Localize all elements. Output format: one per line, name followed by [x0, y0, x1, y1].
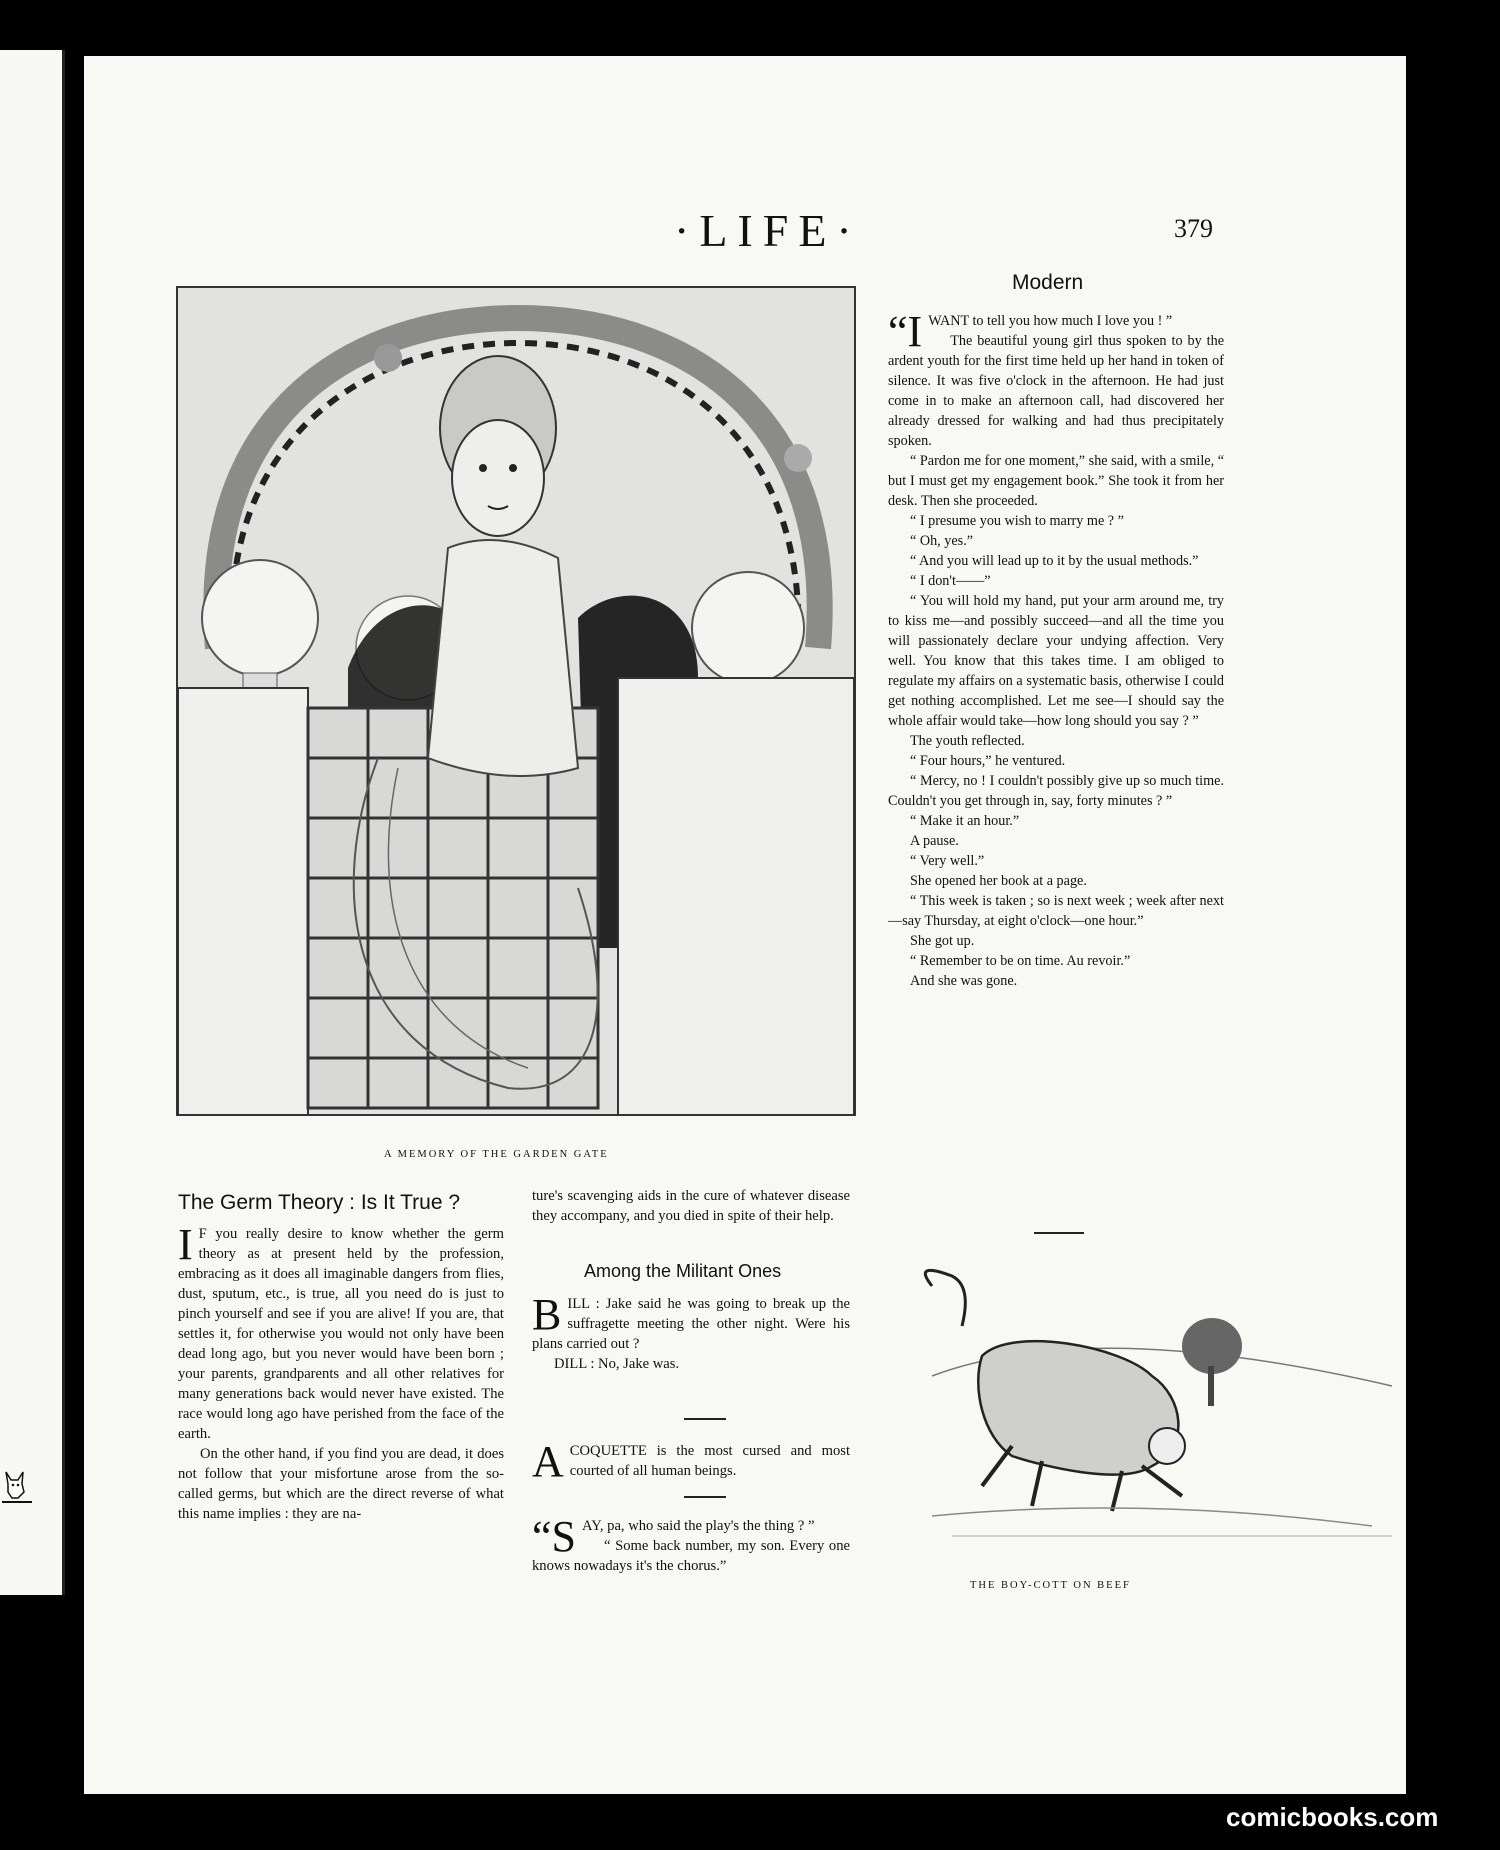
illustration-caption: A MEMORY OF THE GARDEN GATE — [384, 1149, 609, 1160]
dropcap-s: “S — [532, 1512, 576, 1561]
modern-line-6: “ I don't——” — [910, 573, 991, 589]
militant-paragraph-2: DILL : No, Jake was. — [554, 1356, 680, 1372]
germ-theory-title: The Germ Theory : Is It True ? — [178, 1191, 461, 1214]
dropcap-quote-i: “I — [888, 307, 923, 356]
play-article — [532, 1512, 850, 1576]
play-paragraph-1: AY, pa, who said the play's the thing ? ” — [582, 1518, 815, 1534]
divider-3 — [1034, 1232, 1084, 1234]
modern-line-9: “ Four hours,” he ventured. — [910, 753, 1066, 769]
watermark: comicbooks.com — [1226, 1802, 1439, 1832]
left-page-edge — [0, 50, 65, 1595]
dropcap-i: I — [178, 1220, 193, 1269]
militant-title: Among the Militant Ones — [584, 1261, 782, 1281]
divider-1 — [684, 1418, 726, 1420]
militant-paragraph-1: ILL : Jake said he was going to break up the suffragette meeting the other night. Were his plans carried out ? — [532, 1296, 850, 1352]
modern-line-10: “ Mercy, no ! I couldn't possibly give up so much time. Couldn't you get through in, say, forty minutes ? ” — [888, 773, 1224, 809]
magazine-page — [84, 56, 1406, 1794]
divider-2 — [684, 1496, 726, 1498]
germ-continued — [532, 1186, 850, 1226]
modern-line-8: The youth reflected. — [910, 733, 1025, 749]
modern-line-4: “ Oh, yes.” — [910, 533, 974, 549]
modern-line-13: “ Very well.” — [910, 853, 985, 869]
modern-line-17: “ Remember to be on time. Au revoir.” — [910, 953, 1131, 969]
modern-article — [888, 307, 1224, 991]
germ-theory-article — [178, 1220, 504, 1524]
modern-line-0: WANT to tell you how much I love you ! ” — [928, 313, 1173, 329]
modern-line-16: She got up. — [910, 933, 975, 949]
germ-paragraph-1: F you really desire to know whether the germ theory as at present held by the profession, embracing as it does all imaginable dangers from flies, dust, sputum, etc., is true, all you need do is just to pinch yourself and see if you are alive! If you are, that settles it, for otherwise you would not only have been dead long ago, but you never would have been born ; your parents, grandparents and all other relatives for many generations back would never have existed. The race would long ago have perished from the face of the earth. — [178, 1226, 504, 1442]
modern-line-14: She opened her book at a page. — [910, 873, 1087, 889]
dropcap-b: B — [532, 1290, 562, 1339]
militant-article — [532, 1290, 850, 1374]
modern-title: Modern — [1012, 271, 1084, 294]
garden-gate-illustration — [176, 286, 856, 1116]
germ-paragraph-2: On the other hand, if you find you are dead, it does not follow that your misfortune arose from the so-called germs, but which are the direct reverse of what this name implies : they are na- — [178, 1446, 504, 1522]
modern-line-11: “ Make it an hour.” — [910, 813, 1020, 829]
dog-vignette-icon — [2, 1468, 32, 1506]
modern-line-2: “ Pardon me for one moment,” she said, with a smile, “ but I must get my engagement book.” She took it from her desk. Then she proceeded. — [888, 453, 1224, 509]
masthead: ·LIFE· — [674, 205, 862, 256]
play-paragraph-2: “ Some back number, my son. Every one knows nowadays it's the chorus.” — [532, 1538, 850, 1574]
modern-line-3: “ I presume you wish to marry me ? ” — [910, 513, 1124, 529]
page-number: 379 — [1174, 214, 1213, 243]
modern-line-12: A pause. — [910, 833, 959, 849]
coquette-text: COQUETTE is the most cursed and most courted of all human beings. — [569, 1443, 850, 1479]
coquette-article — [532, 1437, 850, 1486]
modern-line-18: And she was gone. — [910, 973, 1018, 989]
dropcap-a: A — [532, 1437, 564, 1486]
modern-line-5: “ And you will lead up to it by the usual methods.” — [910, 553, 1199, 569]
bull-caption: THE BOY-COTT ON BEEF — [970, 1580, 1131, 1591]
bull-cartoon — [892, 1266, 1402, 1566]
modern-line-15: “ This week is taken ; so is next week ; week after next—say Thursday, at eight o'clock—one hour.” — [888, 893, 1224, 929]
germ-paragraph-3: ture's scavenging aids in the cure of whatever disease they accompany, and you died in spite of their help. — [532, 1188, 850, 1224]
modern-line-1: The beautiful young girl thus spoken to by the ardent youth for the first time held up her hand in token of silence. It was five o'clock in the afternoon. He had just come in to make an afternoon call, had discovered her already dressed for walking and had thus precipitately spoken. — [888, 333, 1224, 449]
modern-line-7: “ You will hold my hand, put your arm around me, try to kiss me—and possibly succeed—and all the time you will passionately declare your undying affection. Very well. You know that this takes time. I am obliged to regulate my affairs on a systematic basis, otherwise I could get nothing accomplished. Let me see—I should say the whole affair would take—how long should you say ? ” — [888, 593, 1224, 729]
